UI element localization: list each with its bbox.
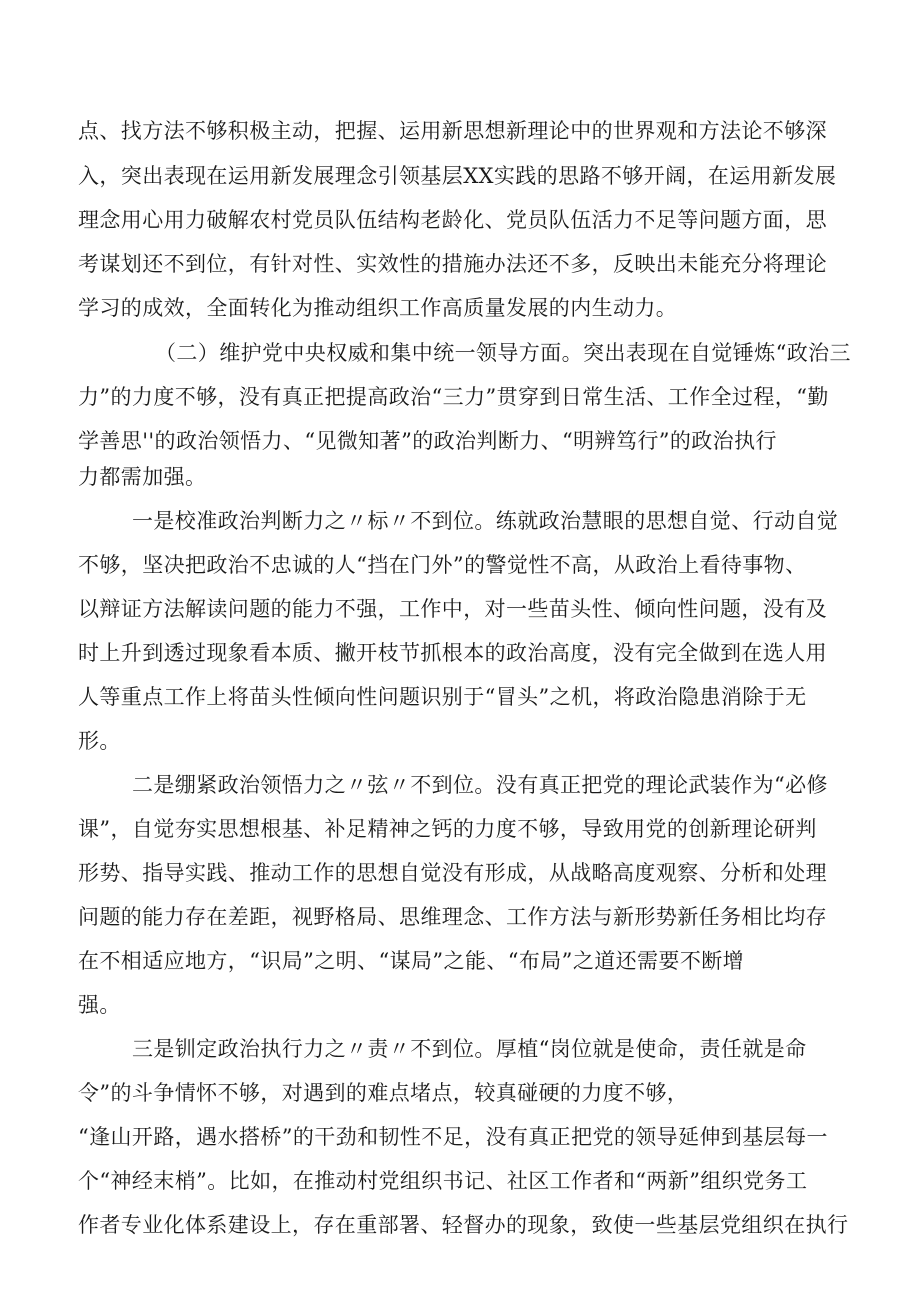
- text-line: 学善思''的政治领悟力、“见微知著”的政治判断力、“明辨笃行”的政治执行: [78, 429, 777, 453]
- text-line: 点、找方法不够积极主动，把握、运用新思想新理论中的世界观和方法论不够深: [78, 119, 827, 143]
- text-line: 强。: [78, 993, 121, 1017]
- paragraph-heading: 三是钏定政治执行力之〃责〃不到位。厚植“岗位就是使命，责任就是命: [132, 1037, 807, 1061]
- text-line: 形。: [78, 729, 121, 753]
- text-line: 在不相适应地方，“识局”之明、“谋局”之能、“布局”之道还需要不断增: [78, 949, 745, 973]
- text-line: 令”的斗争情怀不够，对遇到的难点堵点，较真碰硬的力度不够，: [78, 1081, 689, 1105]
- text-line: 入，突出表现在运用新发展理念引领基层XX实践的思路不够开阔，在运用新发展: [78, 164, 837, 188]
- text-line: 个“神经末梢”。比如，在推动村党组织书记、社区工作者和“两新”组织党务工: [78, 1169, 808, 1193]
- text-line: 人等重点工作上将苗头性倾向性问题识别于“冒头”之机，将政治隐患消除于无: [78, 685, 807, 709]
- text-line: 力”的力度不够，没有真正把提高政治“三力”贯穿到日常生活、工作全过程，“勤: [78, 385, 829, 409]
- paragraph-heading: 二是绷紧政治领悟力之〃弦〃不到位。没有真正把党的理论武装作为“必修: [132, 773, 828, 797]
- paragraph-heading: 一是校准政治判断力之〃标〃不到位。练就政治慧眼的思想自觉、行动自觉: [132, 509, 839, 533]
- text-line: 时上升到透过现象看本质、撇开枝节抓根本的政治高度，没有完全做到在选人用: [78, 641, 827, 665]
- text-line: 不够，坚决把政治不忠诚的人“挡在门外”的警觉性不高，从政治上看待事物、: [78, 553, 807, 577]
- text-line: 考谋划还不到位，有针对性、实效性的措施办法还不多，反映出未能充分将理论: [78, 252, 827, 276]
- text-line: 理念用心用力破解农村党员队伍结构老龄化、党员队伍活力不足等问题方面，思: [78, 208, 827, 232]
- text-line: 形势、指导实践、推动工作的思想自觉没有形成，从战略高度观察、分析和处理: [78, 861, 827, 885]
- text-line: 问题的能力存在差距，视野格局、思维理念、工作方法与新形势新任务相比均存: [78, 905, 827, 929]
- section-heading: （二）维护党中央权威和集中统一领导方面。突出表现在自觉锤炼“政治三: [155, 341, 851, 365]
- text-line: “逢山开路，遇水搭桥”的干劲和韧性不足，没有真正把党的领导延伸到基层每一: [78, 1125, 828, 1149]
- text-line: 学习的成效，全面转化为推动组织工作高质量发展的内生动力。: [78, 296, 678, 320]
- text-line: 课”，自觉夯实思想根基、补足精神之钙的力度不够，导致用党的创新理论研判: [78, 817, 817, 841]
- text-line: 作者专业化体系建设上，存在重部署、轻督办的现象，致使一些基层党组织在执行: [78, 1213, 849, 1237]
- text-line: 以辩证方法解读问题的能力不强，工作中，对一些苗头性、倾向性问题，没有及: [78, 597, 827, 621]
- text-line: 力都需加强。: [78, 465, 207, 489]
